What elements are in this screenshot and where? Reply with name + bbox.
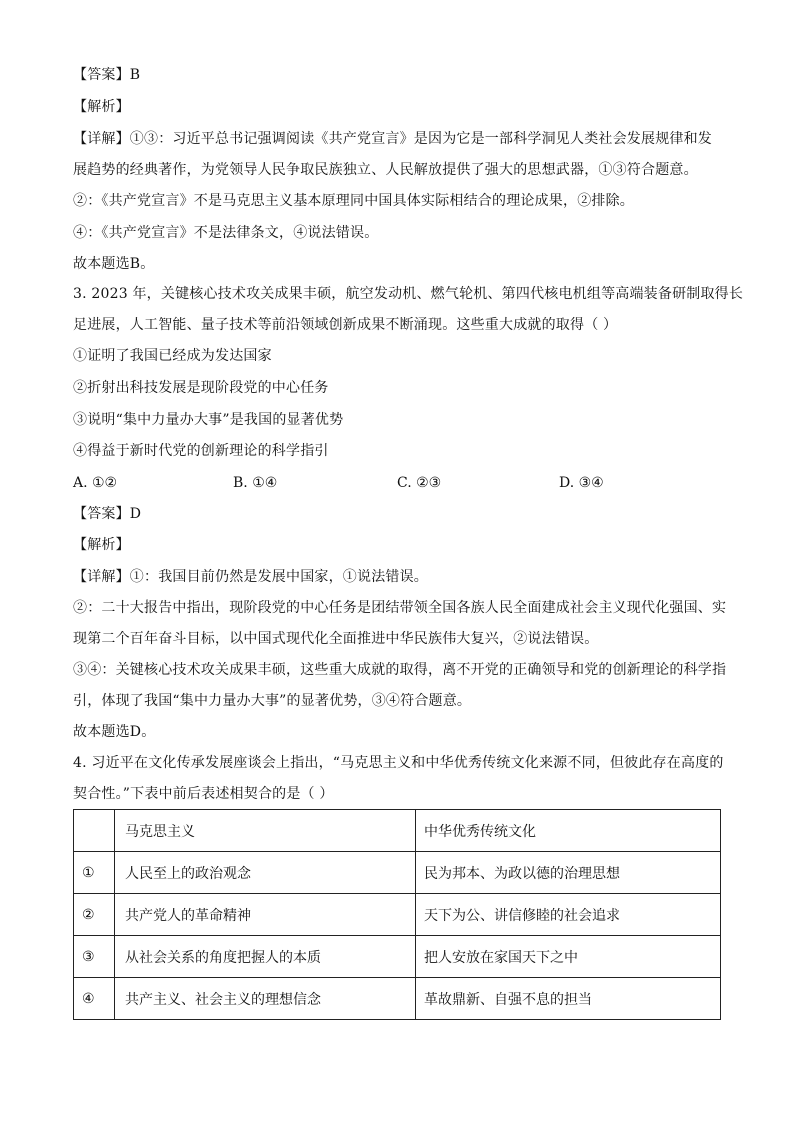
table-cell: 人民至上的政治观念: [115, 852, 416, 894]
q3-conclusion: 故本题选D。: [73, 724, 156, 740]
table-cell: ③: [74, 936, 115, 978]
q2-detail-line-2: 展趋势的经典著作，为党领导人民争取民族独立、人民解放提供了强大的思想武器，①③符合题意。: [73, 162, 698, 178]
q3-option-a: A. ①②: [73, 475, 118, 491]
q2-analysis-label: 【解析】: [73, 99, 130, 115]
q3-item-4: ④得益于新时代党的创新理论的科学指引: [73, 443, 329, 459]
q3-detail-line-4: ③④：关键核心技术攻关成果丰硕，这些重大成就的取得，离不开党的正确领导和党的创新理论的科学指: [73, 662, 727, 678]
table-cell: 共产党人的革命精神: [115, 894, 416, 936]
table-cell: ④: [74, 978, 115, 1020]
table-row: [74, 936, 721, 978]
table-header-cell: 中华优秀传统文化: [416, 810, 721, 852]
table-cell: 从社会关系的角度把握人的本质: [115, 936, 416, 978]
q3-option-d: D. ③④: [559, 475, 604, 491]
table-header-cell: [74, 810, 115, 852]
q3-options: [73, 473, 723, 493]
q3-option-c: C. ②③: [397, 475, 442, 491]
q3-detail-line-2: ②：二十大报告中指出，现阶段党的中心任务是团结带领全国各族人民全面建成社会主义现代化强国、实: [73, 600, 727, 616]
table-cell: ①: [74, 852, 115, 894]
table-cell: 把人安放在家国天下之中: [416, 936, 721, 978]
table-header-row: [74, 810, 721, 852]
table-header-cell: 马克思主义: [115, 810, 416, 852]
q3-answer: 【答案】D: [73, 506, 142, 522]
q3-analysis-label: 【解析】: [73, 537, 130, 553]
q4-stem-line-1: 4. 习近平在文化传承发展座谈会上指出，“马克思主义和中华优秀传统文化来源不同，但彼此存在高度的: [73, 755, 724, 771]
table-cell: ②: [74, 894, 115, 936]
q3-item-3: ③说明“集中力量办大事”是我国的显著优势: [73, 412, 344, 428]
q2-detail-line-1: 【详解】①③：习近平总书记强调阅读《共产党宣言》是因为它是一部科学洞见人类社会发展规律和发: [73, 131, 712, 147]
table-cell: 天下为公、讲信修睦的社会追求: [416, 894, 721, 936]
q3-option-b: B. ①④: [233, 475, 278, 491]
table-cell: 共产主义、社会主义的理想信念: [115, 978, 416, 1020]
table-row: [74, 978, 721, 1020]
q3-detail-line-3: 现第二个百年奋斗目标，以中国式现代化全面推进中华民族伟大复兴，②说法错误。: [73, 631, 599, 647]
q2-answer: 【答案】B: [73, 67, 141, 83]
q3-stem-line-1: 3. 2023 年，关键核心技术攻关成果丰硕，航空发动机、燃气轮机、第四代核电机组等高端装备研制取得长: [73, 286, 744, 302]
q4-comparison-table: [73, 809, 721, 1020]
q3-item-1: ①证明了我国已经成为发达国家: [73, 348, 272, 364]
q3-item-2: ②折射出科技发展是现阶段党的中心任务: [73, 380, 329, 396]
table-row: [74, 894, 721, 936]
q2-conclusion: 故本题选B。: [73, 256, 155, 272]
table-cell: 民为邦本、为政以德的治理思想: [416, 852, 721, 894]
q2-detail-line-3: ②：《共产党宣言》不是马克思主义基本原理同中国具体实际相结合的理论成果，②排除。: [73, 193, 634, 209]
table-cell: 革故鼎新、自强不息的担当: [416, 978, 721, 1020]
q3-detail-line-5: 引，体现了我国“集中力量办大事”的显著优势，③④符合题意。: [73, 693, 472, 709]
q3-stem-line-2: 足进展，人工智能、量子技术等前沿领域创新成果不断涌现。这些重大成就的取得（ ）: [73, 317, 618, 333]
q4-stem-line-2: 契合性。”下表中前后表述相契合的是（ ）: [73, 786, 334, 802]
q3-detail-line-1: 【详解】①：我国目前仍然是发展中国家，①说法错误。: [73, 569, 428, 585]
table-row: [74, 852, 721, 894]
q2-detail-line-4: ④：《共产党宣言》不是法律条文，④说法错误。: [73, 225, 379, 241]
